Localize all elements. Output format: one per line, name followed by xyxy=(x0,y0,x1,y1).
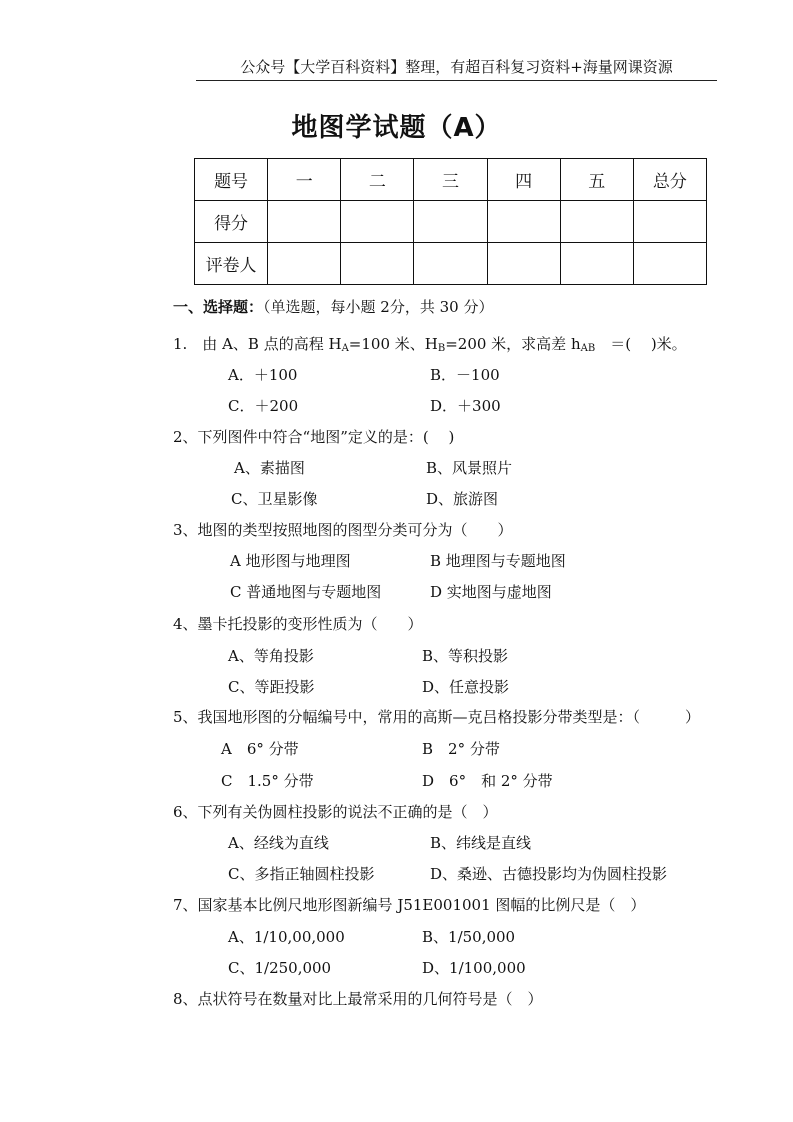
question-7: 7、国家基本比例尺地形图新编号 J51E001001 图幅的比例尺是（ ） xyxy=(173,896,646,914)
score-entry-cell xyxy=(560,201,633,243)
q7-option-a: A、1/10,00,000 xyxy=(228,928,345,946)
q5-option-b: B 2° 分带 xyxy=(422,740,500,758)
q1-text-suffix: ＝( )米。 xyxy=(595,335,687,353)
score-entry-cell xyxy=(487,201,560,243)
question-6: 6、下列有关伪圆柱投影的说法不正确的是（ ） xyxy=(173,803,498,821)
q5-option-d: D 6° 和 2° 分带 xyxy=(422,772,553,790)
q2-option-b: B、风景照片 xyxy=(426,459,513,477)
table-cell: 总分 xyxy=(633,159,706,201)
q7-option-c: C、1/250,000 xyxy=(228,959,332,977)
q1-text-mid1: =100 米、H xyxy=(348,335,438,353)
question-8: 8、点状符号在数量对比上最常采用的几何符号是（ ） xyxy=(173,990,543,1008)
q1-subscript-ab: AB xyxy=(580,343,596,354)
grader-entry-cell xyxy=(560,243,633,285)
q2-option-a: A、素描图 xyxy=(234,459,305,477)
q6-option-d: D、桑逊、古德投影均为伪圆柱投影 xyxy=(430,865,668,883)
table-cell: 三 xyxy=(414,159,487,201)
q4-option-a: A、等角投影 xyxy=(228,647,314,665)
q3-option-d: D 实地图与虚地图 xyxy=(430,583,552,601)
q2-option-c: C、卫星影像 xyxy=(231,490,318,508)
q3-option-c: C 普通地图与专题地图 xyxy=(230,583,382,601)
grader-entry-cell xyxy=(633,243,706,285)
q7-option-d: D、1/100,000 xyxy=(422,959,526,977)
q1-subscript-b: B xyxy=(437,343,446,354)
exam-title: 地图学试题（A） xyxy=(291,113,502,143)
q2-option-d: D、旅游图 xyxy=(426,490,499,508)
question-5: 5、我国地形图的分幅编号中，常用的高斯—克吕格投影分带类型是：（ ） xyxy=(173,708,701,726)
table-row xyxy=(195,243,707,285)
question-1 xyxy=(173,333,687,355)
section-note: （单选题，每小题 2分，共 30 分） xyxy=(263,298,494,316)
section-heading xyxy=(173,296,493,318)
q1-text-prefix: 1. 由 A、B 点的高程 H xyxy=(173,335,342,353)
q3-option-a: A 地形图与地理图 xyxy=(230,552,351,570)
q1-option-c: C．＋200 xyxy=(228,397,299,415)
table-cell: 四 xyxy=(487,159,560,201)
question-3: 3、地图的类型按照地图的图型分类可分为（ ） xyxy=(173,521,513,539)
grader-entry-cell xyxy=(487,243,560,285)
score-entry-cell xyxy=(341,201,414,243)
q5-option-c: C 1.5° 分带 xyxy=(221,772,314,790)
q6-option-a: A、经线为直线 xyxy=(228,834,329,852)
q4-option-b: B、等积投影 xyxy=(422,647,509,665)
table-cell: 得分 xyxy=(195,201,268,243)
q6-option-b: B、纬线是直线 xyxy=(430,834,532,852)
table-row xyxy=(195,201,707,243)
q1-option-d: D．＋300 xyxy=(430,397,501,415)
q6-option-c: C、多指正轴圆柱投影 xyxy=(228,865,375,883)
score-entry-cell xyxy=(414,201,487,243)
table-cell: 评卷人 xyxy=(195,243,268,285)
score-entry-cell xyxy=(633,201,706,243)
question-2: 2、下列图件中符合“地图”定义的是：( ) xyxy=(173,428,455,446)
q1-option-b: B．－100 xyxy=(430,366,500,384)
q3-option-b: B 地理图与专题地图 xyxy=(430,552,566,570)
q1-subscript-a: A xyxy=(341,343,349,354)
score-table xyxy=(194,158,707,285)
section-title: 一、选择题： xyxy=(173,298,264,316)
table-row xyxy=(195,159,707,201)
table-cell: 一 xyxy=(268,159,341,201)
table-cell: 二 xyxy=(341,159,414,201)
q7-option-b: B、1/50,000 xyxy=(422,928,516,946)
grader-entry-cell xyxy=(414,243,487,285)
q4-option-c: C、等距投影 xyxy=(228,678,315,696)
score-entry-cell xyxy=(268,201,341,243)
page-header: 公众号【大学百科资料】整理，有超百科复习资料+海量网课资源 xyxy=(196,56,717,81)
q4-option-d: D、任意投影 xyxy=(422,678,510,696)
q1-text-mid2: =200 米，求高差 h xyxy=(445,335,581,353)
q5-option-a: A 6° 分带 xyxy=(221,740,299,758)
grader-entry-cell xyxy=(341,243,414,285)
q1-option-a: A．＋100 xyxy=(228,366,298,384)
table-cell: 五 xyxy=(560,159,633,201)
grader-entry-cell xyxy=(268,243,341,285)
question-4: 4、墨卡托投影的变形性质为（ ） xyxy=(173,615,423,633)
table-cell: 题号 xyxy=(195,159,268,201)
